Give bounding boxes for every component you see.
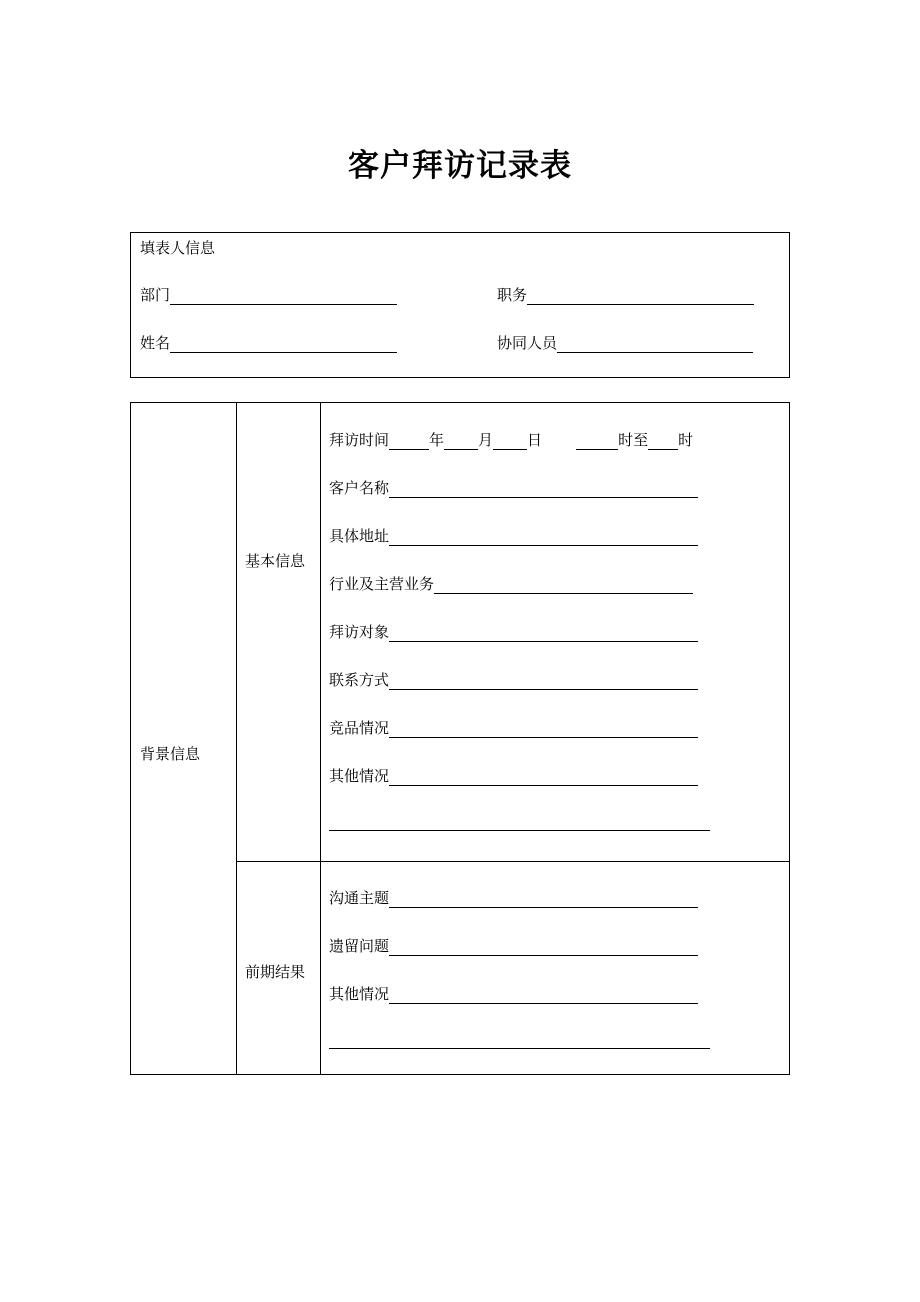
year-blank[interactable] (389, 434, 429, 450)
position-blank[interactable] (527, 289, 754, 305)
address-blank[interactable] (389, 530, 698, 546)
name-field[interactable] (140, 333, 397, 353)
topic-field[interactable] (329, 888, 698, 908)
position-label: 职务 (497, 286, 528, 304)
topic-blank[interactable] (389, 892, 698, 908)
companions-blank[interactable] (557, 337, 753, 353)
previous-other-field[interactable] (329, 984, 698, 1004)
basic-other-field[interactable] (329, 766, 698, 786)
visit-target-blank[interactable] (389, 626, 698, 642)
page-title: 客户拜访记录表 (348, 148, 572, 184)
previous-other-label: 其他情况 (329, 985, 390, 1003)
competitor-label: 竞品情况 (329, 719, 390, 737)
position-field[interactable] (497, 285, 754, 305)
industry-label: 行业及主营业务 (329, 575, 435, 593)
industry-blank[interactable] (434, 578, 693, 594)
department-label: 部门 (140, 286, 171, 304)
month-blank[interactable] (444, 434, 478, 450)
customer-name-label: 客户名称 (329, 479, 390, 497)
issues-field[interactable] (329, 936, 698, 956)
previous-extra-blank[interactable] (329, 1033, 710, 1049)
start-hour-label: 时至 (618, 431, 649, 449)
end-hour-blank[interactable] (648, 434, 678, 450)
issues-label: 遗留问题 (329, 937, 390, 955)
contact-field[interactable] (329, 670, 698, 690)
name-label: 姓名 (140, 334, 171, 352)
filler-info-heading: 填表人信息 (140, 239, 216, 257)
filler-info-section (130, 232, 790, 378)
year-label: 年 (429, 431, 445, 449)
start-hour-blank[interactable] (576, 434, 618, 450)
divider-col-1 (236, 403, 237, 1074)
companions-field[interactable] (497, 333, 753, 353)
divider-col-2 (320, 403, 321, 1074)
companions-label: 协同人员 (497, 334, 558, 352)
industry-field[interactable] (329, 574, 693, 594)
background-info-label: 背景信息 (140, 745, 201, 763)
end-hour-label: 时 (678, 431, 694, 449)
basic-other-label: 其他情况 (329, 767, 390, 785)
basic-extra-line[interactable] (329, 815, 710, 831)
day-blank[interactable] (493, 434, 527, 450)
contact-blank[interactable] (389, 674, 698, 690)
contact-label: 联系方式 (329, 671, 390, 689)
address-label: 具体地址 (329, 527, 390, 545)
department-field[interactable] (140, 285, 397, 305)
visit-target-label: 拜访对象 (329, 623, 390, 641)
customer-name-field[interactable] (329, 478, 698, 498)
day-label: 日 (527, 431, 543, 449)
previous-results-label: 前期结果 (245, 963, 306, 981)
basic-extra-blank[interactable] (329, 815, 710, 831)
customer-name-blank[interactable] (389, 482, 698, 498)
topic-label: 沟通主题 (329, 889, 390, 907)
basic-other-blank[interactable] (389, 770, 698, 786)
previous-extra-line[interactable] (329, 1033, 710, 1049)
background-info-section (130, 402, 790, 1075)
visit-target-field[interactable] (329, 622, 698, 642)
month-label: 月 (478, 431, 494, 449)
divider-row (236, 861, 789, 862)
competitor-blank[interactable] (389, 722, 698, 738)
competitor-field[interactable] (329, 718, 698, 738)
address-field[interactable] (329, 526, 698, 546)
visit-time-field[interactable] (329, 430, 693, 450)
name-blank[interactable] (170, 337, 397, 353)
visit-time-label: 拜访时间 (329, 431, 390, 449)
issues-blank[interactable] (389, 940, 698, 956)
basic-info-label: 基本信息 (245, 552, 306, 570)
previous-other-blank[interactable] (389, 988, 698, 1004)
department-blank[interactable] (170, 289, 397, 305)
